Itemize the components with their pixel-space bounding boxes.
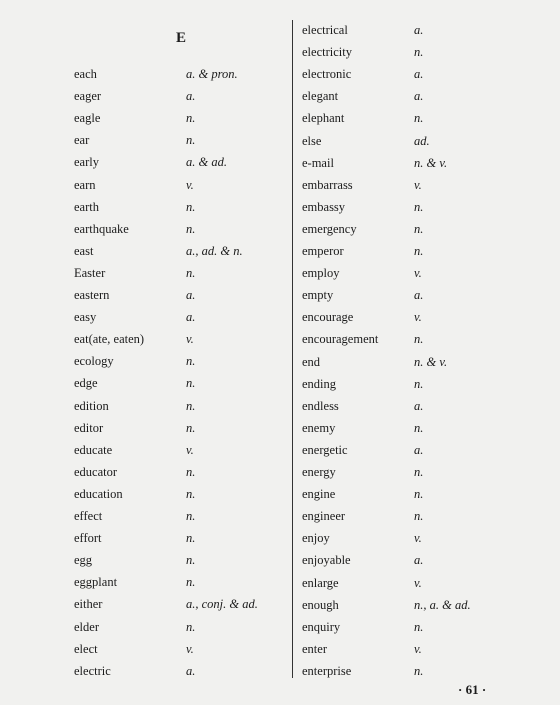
headword: empty: [302, 288, 334, 303]
part-of-speech: v.: [186, 177, 194, 192]
part-of-speech: a. & pron.: [186, 67, 238, 81]
part-of-speech: n.: [414, 199, 424, 214]
column-divider: [292, 20, 293, 678]
part-of-speech: n.: [186, 464, 196, 479]
part-of-speech: a.: [186, 663, 196, 678]
headword: endless: [302, 398, 339, 413]
part-of-speech: n. & v.: [414, 155, 448, 170]
part-of-speech: n.: [186, 619, 196, 634]
headword: effort: [74, 531, 102, 546]
headword: educator: [74, 464, 118, 479]
headword: ending: [302, 376, 337, 391]
headword: enjoyable: [302, 553, 351, 568]
headword: earthquake: [74, 221, 129, 236]
part-of-speech: v.: [414, 575, 422, 590]
part-of-speech: v.: [186, 442, 194, 457]
headword: education: [74, 486, 123, 501]
headword: enemy: [302, 420, 336, 435]
part-of-speech: n.: [186, 111, 196, 126]
headword: enough: [302, 597, 339, 612]
part-of-speech: n.: [186, 509, 196, 523]
headword: else: [302, 133, 322, 148]
part-of-speech: a.: [414, 288, 424, 303]
part-of-speech: a.: [186, 310, 196, 325]
part-of-speech: v.: [186, 332, 194, 347]
headword: ecology: [74, 354, 114, 369]
headword: employ: [302, 266, 340, 281]
headword: educate: [74, 442, 113, 457]
part-of-speech: n.: [414, 663, 424, 678]
headword: emergency: [302, 221, 357, 236]
part-of-speech: a., ad. & n.: [186, 243, 243, 258]
headword: effect: [74, 509, 103, 523]
headword: elephant: [302, 111, 345, 126]
headword: electricity: [302, 45, 352, 60]
headword: embarrass: [302, 177, 353, 192]
headword: enterprise: [302, 663, 352, 678]
headword: ear: [74, 133, 90, 148]
headword: enjoy: [302, 531, 330, 546]
part-of-speech: a.: [186, 89, 196, 104]
headword: earn: [74, 177, 96, 192]
headword: engineer: [302, 509, 346, 524]
headword: encouragement: [302, 332, 379, 347]
headword: energetic: [302, 442, 348, 457]
part-of-speech: n.: [414, 244, 424, 258]
headword: elegant: [302, 89, 339, 104]
part-of-speech: n.: [414, 420, 424, 435]
headword: eagle: [74, 111, 101, 126]
part-of-speech: n., a. & ad.: [414, 597, 471, 612]
headword: each: [74, 67, 97, 81]
part-of-speech: a.: [414, 67, 424, 82]
part-of-speech: v.: [414, 641, 422, 656]
part-of-speech: n.: [414, 111, 424, 126]
part-of-speech: v.: [414, 177, 422, 192]
headword: early: [74, 155, 99, 170]
part-of-speech: n.: [186, 531, 196, 546]
part-of-speech: n.: [186, 376, 196, 391]
headword: e-mail: [302, 155, 334, 170]
part-of-speech: a., conj. & ad.: [186, 597, 258, 612]
part-of-speech: n.: [414, 376, 424, 391]
part-of-speech: v.: [414, 531, 422, 546]
headword: easy: [74, 310, 97, 325]
headword: electrical: [302, 23, 348, 37]
part-of-speech: a.: [414, 398, 424, 413]
headword: embassy: [302, 199, 346, 214]
part-of-speech: n.: [186, 133, 196, 148]
headword: elder: [74, 619, 99, 634]
part-of-speech: n.: [414, 221, 424, 236]
headword: edge: [74, 376, 98, 391]
part-of-speech: n. & v.: [414, 354, 448, 369]
part-of-speech: n.: [186, 354, 196, 369]
part-of-speech: n.: [414, 332, 424, 347]
part-of-speech: n.: [186, 575, 196, 590]
headword: enquiry: [302, 619, 341, 634]
headword: east: [74, 243, 94, 258]
part-of-speech: n.: [414, 619, 424, 634]
part-of-speech: a.: [414, 23, 424, 37]
headword: encourage: [302, 310, 354, 325]
headword: eastern: [74, 288, 110, 302]
headword: end: [302, 354, 321, 369]
part-of-speech: n.: [186, 199, 196, 214]
part-of-speech: n.: [186, 398, 196, 413]
section-letter: E: [176, 30, 187, 46]
part-of-speech: n.: [414, 465, 424, 479]
part-of-speech: a.: [414, 89, 424, 104]
headword: eat(ate, eaten): [74, 332, 145, 347]
headword: Easter: [74, 265, 106, 280]
headword: enlarge: [302, 575, 339, 590]
part-of-speech: n.: [186, 486, 196, 501]
part-of-speech: n.: [186, 265, 196, 280]
headword: eager: [74, 89, 102, 104]
part-of-speech: n.: [414, 45, 424, 60]
headword: edition: [74, 398, 109, 413]
part-of-speech: a.: [414, 442, 424, 457]
page-number: · 61 ·: [458, 682, 487, 697]
part-of-speech: n.: [186, 221, 196, 236]
headword: earth: [74, 199, 99, 214]
headword: emperor: [302, 244, 344, 258]
part-of-speech: a. & ad.: [186, 155, 227, 170]
headword: electronic: [302, 67, 352, 82]
headword: engine: [302, 487, 336, 502]
headword: elect: [74, 641, 98, 656]
part-of-speech: n.: [414, 487, 424, 502]
part-of-speech: a.: [186, 288, 196, 302]
headword: editor: [74, 420, 104, 435]
part-of-speech: v.: [186, 641, 194, 656]
headword: electric: [74, 663, 111, 678]
headword: energy: [302, 465, 336, 479]
part-of-speech: ad.: [414, 133, 430, 148]
headword: egg: [74, 553, 93, 568]
headword: either: [74, 597, 103, 612]
part-of-speech: n.: [414, 509, 424, 524]
headword: eggplant: [74, 575, 118, 590]
part-of-speech: n.: [186, 420, 196, 435]
part-of-speech: a.: [414, 553, 424, 568]
headword: enter: [302, 641, 327, 656]
part-of-speech: v.: [414, 266, 422, 281]
part-of-speech: n.: [186, 553, 196, 568]
part-of-speech: v.: [414, 310, 422, 325]
